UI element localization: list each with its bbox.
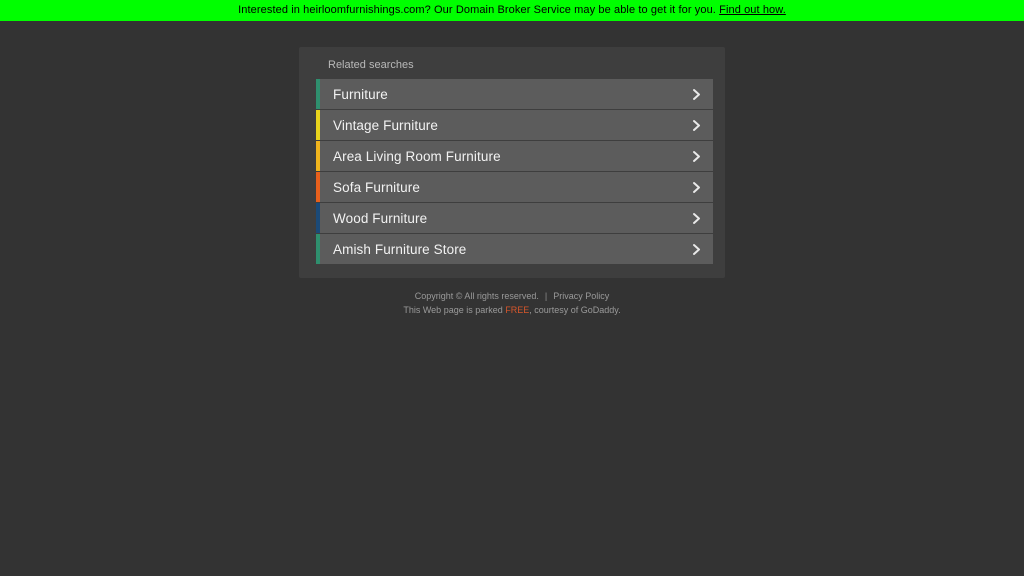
accent-bar — [316, 203, 320, 233]
banner-find-out-how-link[interactable]: Find out how. — [719, 4, 786, 16]
list-item[interactable] — [316, 234, 713, 264]
chevron-right-icon[interactable] — [683, 141, 709, 171]
chevron-right-icon[interactable] — [683, 172, 709, 202]
parked-page-body — [0, 21, 1024, 576]
accent-bar — [316, 110, 320, 140]
list-item-label: Vintage Furniture — [333, 117, 439, 133]
chevron-right-icon[interactable] — [683, 110, 709, 140]
privacy-policy-link[interactable]: Privacy Policy — [553, 291, 610, 301]
list-item[interactable] — [316, 141, 713, 171]
accent-bar — [316, 234, 320, 264]
related-searches-title: Related searches — [328, 59, 414, 71]
footer-separator: | — [544, 291, 548, 301]
chevron-right-icon[interactable] — [683, 79, 709, 109]
banner-message-text: Interested in heirloomfurnishings.com? Our Domain Broker Service may be able to get it for you. — [238, 4, 720, 16]
parked-text-after: , courtesy of GoDaddy. — [529, 305, 621, 315]
list-item[interactable] — [316, 172, 713, 202]
list-item[interactable] — [316, 79, 713, 109]
list-item[interactable] — [316, 110, 713, 140]
list-item-label: Sofa Furniture — [333, 179, 420, 195]
list-item-label: Furniture — [333, 86, 388, 102]
banner-message — [238, 0, 786, 21]
footer-legal-line — [0, 289, 1024, 303]
related-searches-list — [311, 79, 713, 264]
related-searches-card — [299, 47, 725, 278]
chevron-right-icon[interactable] — [683, 203, 709, 233]
footer-parked-line — [0, 303, 1024, 317]
parked-free-label: FREE — [505, 305, 530, 315]
accent-bar — [316, 141, 320, 171]
copyright-text: Copyright © All rights reserved. — [414, 291, 539, 301]
page-footer — [0, 289, 1024, 317]
list-item[interactable] — [316, 203, 713, 233]
accent-bar — [316, 79, 320, 109]
list-item-label: Amish Furniture Store — [333, 241, 467, 257]
accent-bar — [316, 172, 320, 202]
domain-broker-banner — [0, 0, 1024, 21]
chevron-right-icon[interactable] — [683, 234, 709, 264]
parked-text-before: This Web page is parked — [403, 305, 506, 315]
list-item-label: Area Living Room Furniture — [333, 148, 501, 164]
list-item-label: Wood Furniture — [333, 210, 428, 226]
